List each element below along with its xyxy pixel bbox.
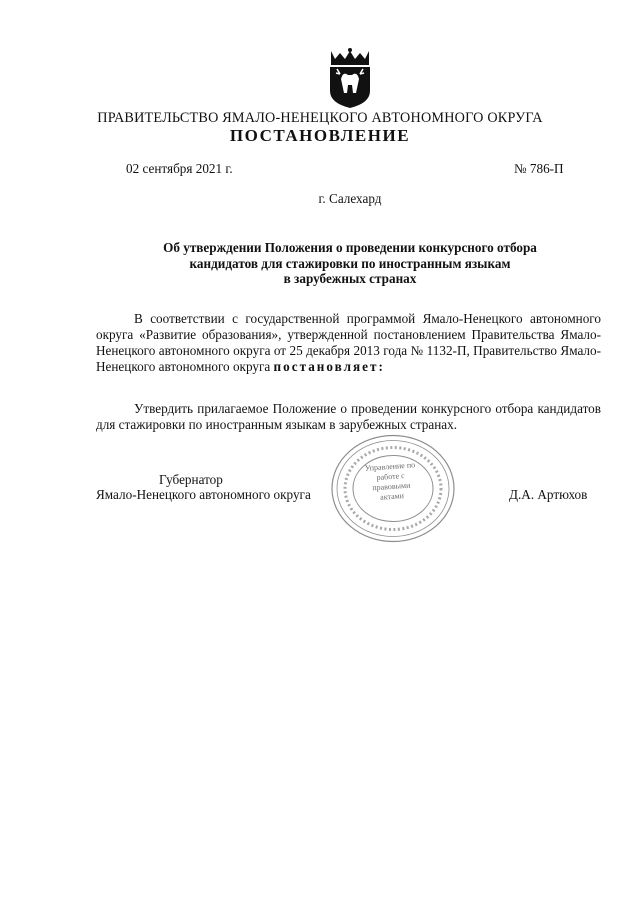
title-line-2: кандидатов для стажировки по иностранным языкам (189, 255, 511, 271)
resolves-word: постановляет: (273, 359, 385, 374)
preamble-paragraph (96, 311, 601, 375)
government-name: ПРАВИТЕЛЬСТВО ЯМАЛО-НЕНЕЦКОГО АВТОНОМНОГО ОКРУГА (97, 110, 543, 126)
document-title (0, 240, 640, 287)
signatory-organization: Ямало-Ненецкого автономного округа (96, 487, 311, 502)
document-date: 02 сентября 2021 г. (126, 161, 233, 176)
resolution-paragraph: Утвердить прилагаемое Положение о проведении конкурсного отбора кандидатов для стажировки по иностранным языкам в зарубежных странах. (96, 401, 601, 432)
stamp-center-text: Управление по работе с правовыми актами (364, 460, 416, 502)
coat-of-arms-emblem (327, 47, 373, 109)
document-number: № 786-П (514, 161, 564, 176)
title-line-1: Об утверждении Положения о проведении конкурсного отбора (163, 240, 537, 255)
signatory-role: Губернатор (159, 472, 223, 487)
document-city: г. Салехард (318, 191, 382, 206)
preamble-text: В соответствии с государственной программой Ямало-Ненецкого автономного округа «Развитие образования», утвержденной постановлением Правительства Ямало-Ненецкого автономного округа от 25 декабря 2013 года № 1132-П, Правительство Ямало-Ненецкого автономного округа (96, 311, 601, 374)
title-line-3: в зарубежных странах (283, 271, 417, 286)
signatory-name: Д.А. Артюхов (509, 487, 588, 502)
document-type: ПОСТАНОВЛЕНИЕ (229, 126, 411, 145)
